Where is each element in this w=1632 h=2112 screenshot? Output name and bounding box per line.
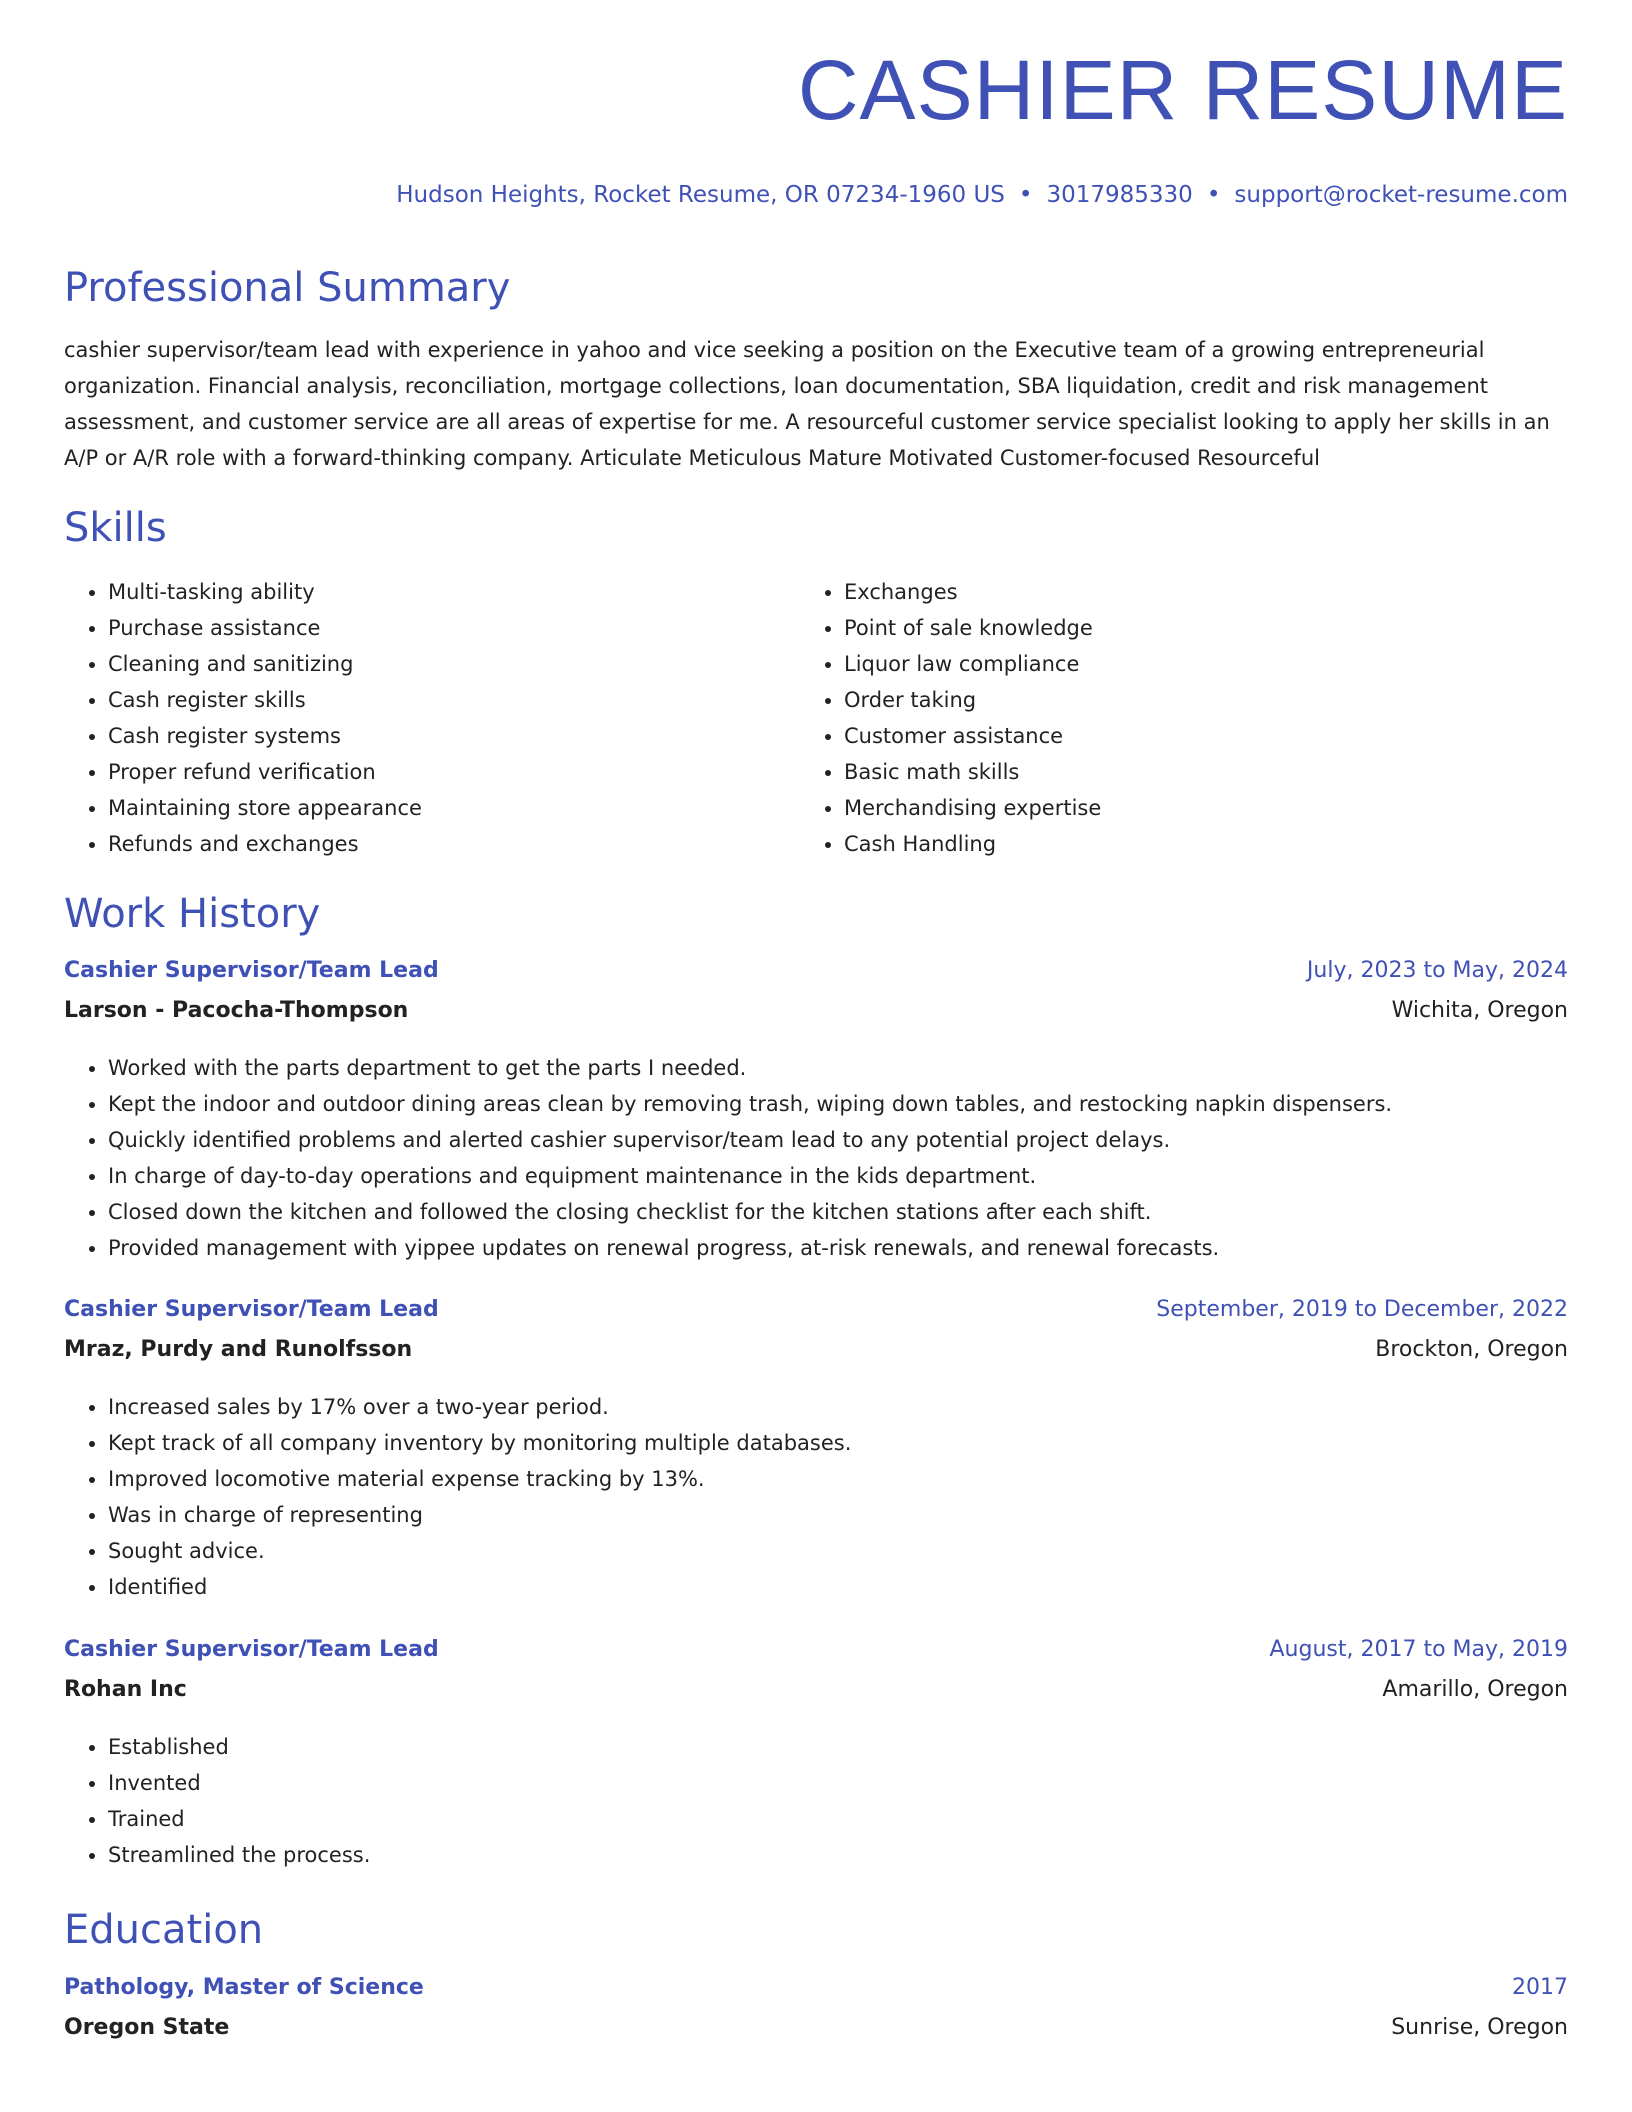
job-bullet: • Improved locomotive material expense tracking by 13%.	[108, 1461, 1568, 1497]
contact-line	[396, 182, 1568, 208]
education-year: 2017	[1512, 1975, 1568, 2000]
job-entry	[64, 958, 1568, 1266]
resume-title: CASHIER RESUME	[797, 43, 1568, 137]
job-bullet: • Was in charge of representing	[108, 1497, 1568, 1533]
skill-item: • Liquor law compliance	[844, 646, 1101, 682]
summary-heading: Professional Summary	[64, 265, 511, 311]
job-bullet: • Established	[108, 1729, 1568, 1765]
job-location: Amarillo, Oregon	[1382, 1677, 1568, 1702]
job-title: Cashier Supervisor/Team Lead	[64, 1637, 439, 1662]
job-bullet: • Invented	[108, 1765, 1568, 1801]
skill-item: • Purchase assistance	[108, 610, 422, 646]
job-entry	[64, 1297, 1568, 1605]
skill-item: • Maintaining store appearance	[108, 790, 422, 826]
job-bullet-list	[64, 1050, 1568, 1266]
job-bullet-list	[64, 1389, 1568, 1605]
job-bullet-list	[64, 1729, 1568, 1873]
education-location: Sunrise, Oregon	[1391, 2015, 1568, 2040]
job-bullet: • Trained	[108, 1801, 1568, 1837]
job-entry	[64, 1637, 1568, 1873]
skill-item: • Multi-tasking ability	[108, 574, 422, 610]
education-entry	[64, 1975, 1568, 2053]
skill-item: • Refunds and exchanges	[108, 826, 422, 862]
job-location: Brockton, Oregon	[1375, 1337, 1568, 1362]
job-bullet: • Closed down the kitchen and followed the closing checklist for the kitchen stations after each shift.	[108, 1194, 1568, 1230]
job-bullet: • Provided management with yippee updates on renewal progress, at-risk renewals, and renewal forecasts.	[108, 1230, 1568, 1266]
skills-list-left	[64, 574, 422, 862]
skill-item: • Point of sale knowledge	[844, 610, 1101, 646]
job-bullet: • Identified	[108, 1569, 1568, 1605]
skill-item: • Merchandising expertise	[844, 790, 1101, 826]
job-title: Cashier Supervisor/Team Lead	[64, 958, 439, 983]
job-bullet: • Streamlined the process.	[108, 1837, 1568, 1873]
job-dates: September, 2019 to December, 2022	[1156, 1297, 1568, 1322]
job-title: Cashier Supervisor/Team Lead	[64, 1297, 439, 1322]
contact-address: Hudson Heights, Rocket Resume, OR 07234-1960 US	[396, 182, 1005, 208]
job-dates: July, 2023 to May, 2024	[1306, 958, 1568, 983]
skill-item: • Exchanges	[844, 574, 1101, 610]
skill-item: • Order taking	[844, 682, 1101, 718]
skills-list-right	[800, 574, 1101, 862]
contact-separator: •	[1206, 182, 1221, 208]
skills-heading: Skills	[64, 505, 167, 551]
education-heading: Education	[64, 1907, 264, 1953]
skill-item: • Proper refund verification	[108, 754, 422, 790]
job-employer: Larson - Pacocha-Thompson	[64, 998, 409, 1023]
job-bullet: • Sought advice.	[108, 1533, 1568, 1569]
work-history-heading: Work History	[64, 891, 321, 937]
job-location: Wichita, Oregon	[1391, 998, 1568, 1023]
skill-item: • Cleaning and sanitizing	[108, 646, 422, 682]
job-employer: Rohan Inc	[64, 1677, 187, 1702]
job-bullet: • Worked with the parts department to get the parts I needed.	[108, 1050, 1568, 1086]
job-employer: Mraz, Purdy and Runolfsson	[64, 1337, 413, 1362]
job-bullet: • Quickly identified problems and alerted cashier supervisor/team lead to any potential project delays.	[108, 1122, 1568, 1158]
skill-item: • Cash Handling	[844, 826, 1101, 862]
job-bullet: • In charge of day-to-day operations and equipment maintenance in the kids department.	[108, 1158, 1568, 1194]
contact-phone[interactable]: 3017985330	[1046, 182, 1193, 208]
skill-item: • Basic math skills	[844, 754, 1101, 790]
job-bullet: • Increased sales by 17% over a two-year period.	[108, 1389, 1568, 1425]
contact-email[interactable]: support@rocket-resume.com	[1234, 182, 1568, 208]
education-school: Oregon State	[64, 2015, 230, 2040]
skill-item: • Cash register systems	[108, 718, 422, 754]
job-bullet: • Kept track of all company inventory by monitoring multiple databases.	[108, 1425, 1568, 1461]
skill-item: • Customer assistance	[844, 718, 1101, 754]
skill-item: • Cash register skills	[108, 682, 422, 718]
contact-separator: •	[1018, 182, 1033, 208]
job-dates: August, 2017 to May, 2019	[1269, 1637, 1568, 1662]
job-bullet: • Kept the indoor and outdoor dining areas clean by removing trash, wiping down tables, and restocking napkin dispensers.	[108, 1086, 1568, 1122]
education-degree: Pathology, Master of Science	[64, 1975, 424, 2000]
summary-text: cashier supervisor/team lead with experience in yahoo and vice seeking a position on the Executive team of a growing entrepreneurial organization. Financial analysis, reconciliation, mortgage collections, loan documentation, SBA liquidation, credit and risk management assessment, and customer service are all areas of expertise for me. A resourceful customer service specialist looking to apply her skills in an A/P or A/R role with a forward-thinking company. Articulate Meticulous Mature Motivated Customer-focused Resourceful	[64, 338, 1550, 470]
